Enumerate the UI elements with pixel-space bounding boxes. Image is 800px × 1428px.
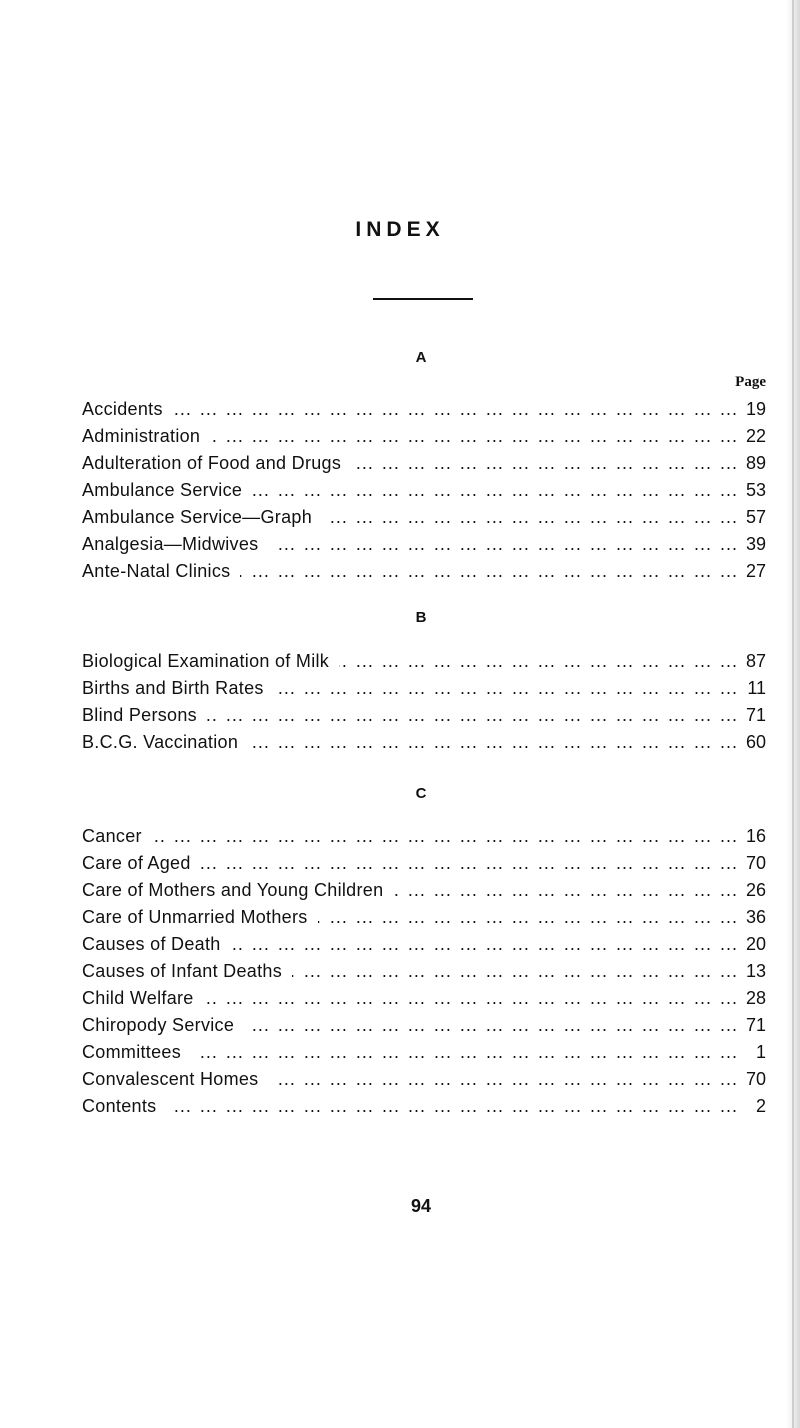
entry-page-number: 13 [745,961,766,981]
index-entry [82,985,766,1012]
index-entry [82,823,766,850]
index-entry [82,558,766,585]
index-entry [82,1093,766,1120]
dot-leader [252,477,738,504]
dot-leader [318,904,738,931]
section-letter-b: B [415,609,427,626]
index-entry [82,958,766,985]
entry-page-number: 22 [745,426,766,446]
entry-label: Causes of Death [82,934,221,954]
entry-label: Contents [82,1096,157,1116]
section-letter-a: A [415,349,427,366]
entry-page-number: 89 [745,453,766,473]
dot-leader [268,531,737,558]
dot-leader [166,1093,738,1120]
entry-label: Biological Examination of Milk [82,651,330,671]
entry-page-number: 27 [745,561,766,581]
index-entry [82,729,766,756]
entry-label: B.C.G. Vaccination [82,732,239,752]
index-entry [82,675,766,702]
dot-leader [210,423,738,450]
section-b-entries [82,648,766,756]
entry-label: Adulteration of Food and Drugs [82,453,342,473]
entry-label: Accidents [82,399,163,419]
dot-leader [244,1012,738,1039]
section-c-entries [82,823,766,1120]
entry-label: Ambulance Service—Graph [82,507,313,527]
index-entry [82,450,766,477]
entry-page-number: 36 [745,907,766,927]
page-column-label: Page [735,374,766,390]
dot-leader [191,1039,738,1066]
section-a-entries [82,396,766,585]
index-entry [82,1039,766,1066]
entry-page-number: 2 [755,1096,766,1116]
entry-label: Ambulance Service [82,480,243,500]
index-entry [82,702,766,729]
entry-page-number: 60 [745,732,766,752]
index-entry [82,1066,766,1093]
entry-page-number: 39 [745,534,766,554]
entry-page-number: 70 [745,853,766,873]
entry-page-number: 1 [755,1042,766,1062]
dot-leader [322,504,738,531]
entry-page-number: 16 [745,826,766,846]
dot-leader [339,648,738,675]
dot-leader [152,823,738,850]
entry-label: Care of Mothers and Young Children [82,880,384,900]
entry-label: Births and Birth Rates [82,678,264,698]
dot-leader [268,1066,737,1093]
entry-label: Causes of Infant Deaths [82,961,283,981]
index-entry [82,1012,766,1039]
entry-page-number: 53 [745,480,766,500]
entry-label: Cancer [82,826,142,846]
entry-label: Child Welfare [82,988,194,1008]
title-rule [373,298,473,300]
entry-label: Administration [82,426,201,446]
entry-label: Committees [82,1042,182,1062]
entry-page-number: 57 [745,507,766,527]
entry-page-number: 87 [745,651,766,671]
dot-leader [173,396,738,423]
dot-leader [201,850,738,877]
index-entry [82,477,766,504]
entry-label: Chiropody Service [82,1015,235,1035]
index-entry [82,396,766,423]
index-entry [82,423,766,450]
index-entry [82,904,766,931]
entry-label: Analgesia—Midwives [82,534,259,554]
entry-page-number: 19 [745,399,766,419]
entry-page-number: 11 [747,678,766,698]
entry-label: Care of Unmarried Mothers [82,907,308,927]
entry-page-number: 71 [745,705,766,725]
dot-leader [393,877,738,904]
dot-leader [274,675,738,702]
entry-label: Blind Persons [82,705,197,725]
entry-page-number: 20 [745,934,766,954]
dot-leader [351,450,738,477]
dot-leader [207,702,738,729]
dot-leader [240,558,738,585]
index-entry [82,504,766,531]
dot-leader [204,985,738,1012]
entry-page-number: 71 [745,1015,766,1035]
index-entry [82,531,766,558]
entry-label: Ante-Natal Clinics [82,561,231,581]
entry-page-number: 70 [745,1069,766,1089]
entry-page-number: 26 [745,880,766,900]
dot-leader [292,958,738,985]
page-number-folio: 94 [410,1196,432,1216]
dot-leader [248,729,738,756]
entry-label: Care of Aged [82,853,191,873]
entry-page-number: 28 [745,988,766,1008]
index-entry [82,931,766,958]
entry-label: Convalescent Homes [82,1069,259,1089]
index-entry [82,877,766,904]
section-letter-c: C [415,785,427,802]
index-title: INDEX [355,218,445,241]
index-entry [82,850,766,877]
index-entry [82,648,766,675]
dot-leader [231,931,738,958]
